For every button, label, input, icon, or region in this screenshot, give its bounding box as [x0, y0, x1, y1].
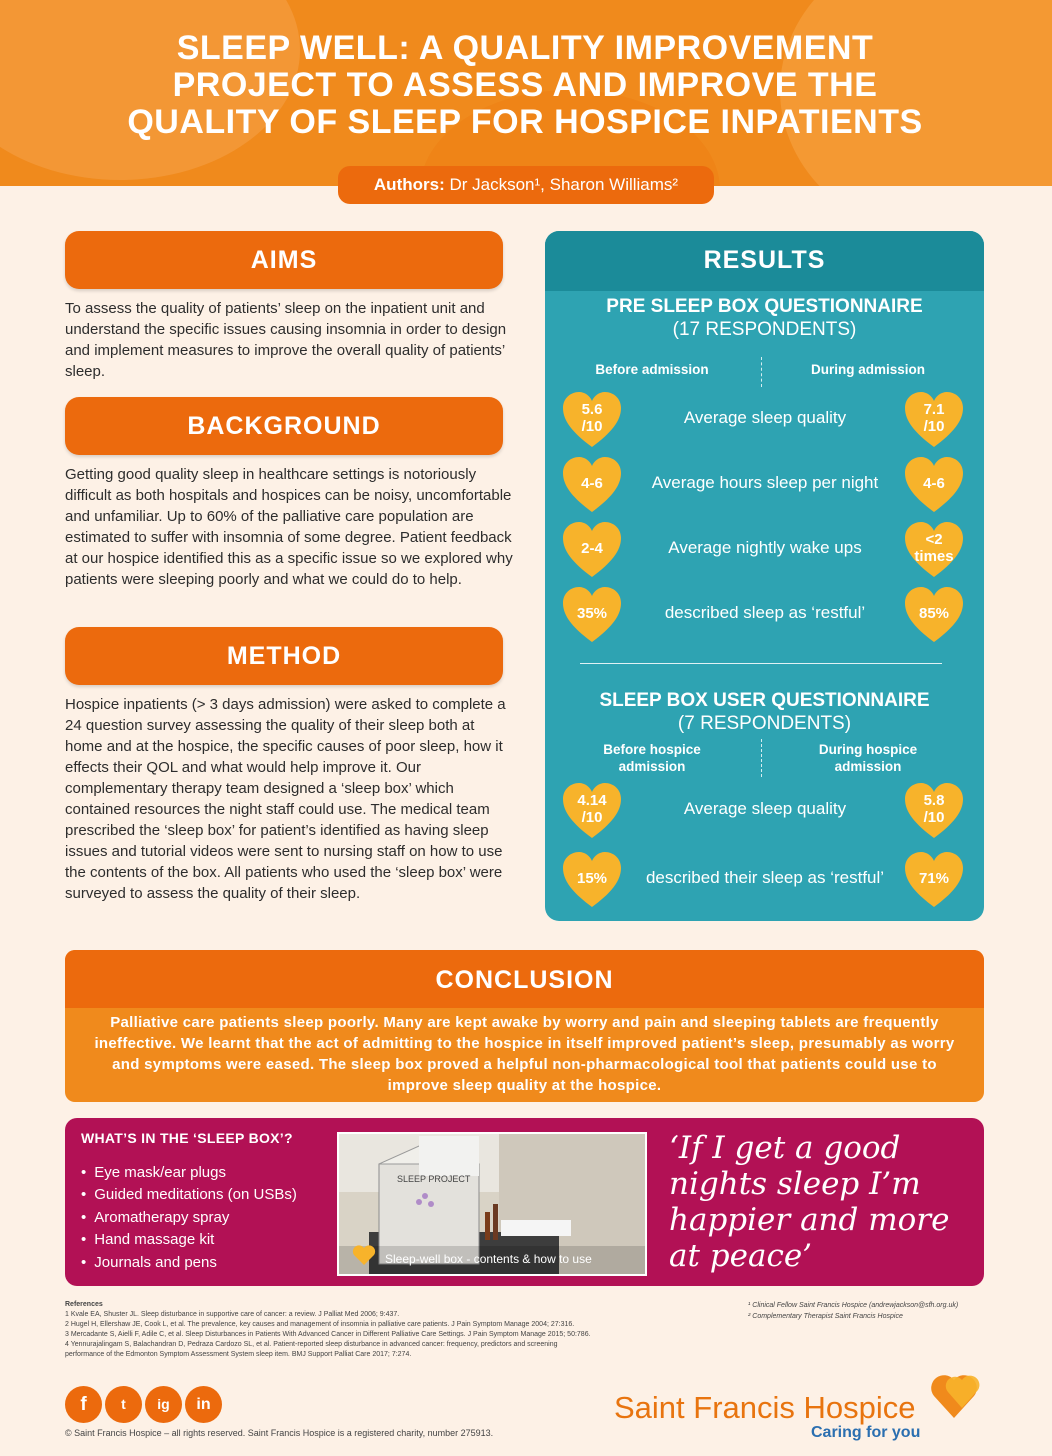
pre-row-label: Average sleep quality	[683, 408, 847, 427]
conclusion-panel	[65, 950, 984, 1102]
results-panel	[545, 231, 984, 921]
user-col-during: During hospice admission	[818, 742, 918, 774]
twitter-icon[interactable]: t	[105, 1386, 142, 1423]
facebook-icon[interactable]: f	[65, 1386, 102, 1423]
list-item: • Hand massage kit	[81, 1229, 297, 1251]
list-item: • Guided meditations (on USBs)	[81, 1184, 297, 1206]
org-tagline: Caring for you	[811, 1424, 921, 1441]
heart-value: 5.8 /10	[923, 792, 945, 826]
reference-item: 1 Kvale EA, Shuster JL. Sleep disturbance in supportive care of cancer: a review. J Palliat Med 2006; 9:437.	[65, 1311, 400, 1318]
user-questionnaire-title: SLEEP BOX USER QUESTIONNAIRE (7 RESPONDENTS)	[599, 690, 930, 734]
heart-value: 7.1 /10	[923, 401, 945, 435]
heart-logo-icon	[351, 1244, 377, 1266]
heart-value: 4-6	[581, 474, 603, 492]
references: References 1 Kvale EA, Shuster JL. Sleep disturbance in supportive care of cancer: a review. J Palliat Med 2006; 9:437. 2 Hugel H, Ellershaw JE, Cook L, et al. The prevalence, key causes and management of insomnia in palliative care patients. J Pain Symptom Manage 2004; 27:316. 3 Mercadante S, Aielli F, Adile C, et al. Sleep Disturbances in Patients With Advanced Cancer in Different Palliative Care Settings. J Pain Symptom Manage 2015; 50:786. 4 Yennurajalingam S, Balachandran D, Pedraza Cardozo SL, et al. Patient-reported sleep disturbance in advanced cancer: frequency, predictors and screening performance of the Edmonton Symptom Assessment System sleep item. BMJ Support Palliat Care 2017; 7:274.	[65, 1300, 665, 1360]
pre-before-heart	[561, 391, 623, 453]
pre-col-during: During admission	[810, 362, 925, 377]
reference-item: 4 Yennurajalingam S, Balachandran D, Pedraza Cardozo SL, et al. Patient-reported sleep disturbance in advanced cancer: frequency, predictors and screening	[65, 1341, 558, 1348]
heart-value: 2-4	[581, 539, 603, 557]
reference-item: performance of the Edmonton Symptom Assessment System sleep item. BMJ Support Palliat Care 2017; 7:274.	[65, 1351, 412, 1358]
conclusion-text: Palliative care patients sleep poorly. Many are kept awake by worry and pain and sleeping tablets are frequently ineffective. We learnt that the act of admitting to the hospice in itself improved patient’s sleep, presumably as worry and symptoms were eased. The sleep box proved a helpful non-pharmacological tool that patients could use to improve sleep quality at the hospice.	[94, 1014, 955, 1094]
aims-text: To assess the quality of patients’ sleep on the inpatient unit and understand the specific issues causing insomnia in order to design and implement measures to improve the overall quality of patients’ sleep.	[65, 300, 507, 380]
sleep-box-list	[81, 1162, 297, 1274]
patient-quote: ‘If I get a good nights sleep I’m happier and more at peace’	[669, 1130, 950, 1274]
user-row-label: described their sleep as ‘restful’	[645, 868, 885, 887]
list-item: • Journals and pens	[81, 1252, 297, 1274]
video-caption: Sleep-well box - contents & how to use	[385, 1252, 592, 1266]
sleep-box-panel	[65, 1118, 984, 1286]
background-text: Getting good quality sleep in healthcare settings is notoriously difficult as both hospitals and hospices can be noisy, uncomfortable and unfamiliar. Up to 60% of the palliative care population are estimated to suffer with insomnia of some degree. Patient feedback at our hospice identified this as a specific issue so we explored why patients were sleeping poorly and what we could do to help.	[65, 466, 513, 588]
pre-row-label: described sleep as ‘restful’	[664, 603, 866, 622]
authors-badge: Authors: Dr Jackson¹, Sharon Williams²	[338, 166, 714, 204]
pre-during-heart	[903, 521, 965, 583]
instagram-icon[interactable]: ig	[145, 1386, 182, 1423]
heart-value: 35%	[576, 604, 608, 622]
affiliations: ¹ Clinical Fellow Saint Francis Hospice (andrewjackson@sfh.org.uk) ² Complementary Therapist Saint Francis Hospice	[748, 1302, 959, 1320]
pre-during-heart	[903, 456, 965, 518]
pre-row-label: Average hours sleep per night	[651, 473, 879, 492]
poster-title: SLEEP WELL: A QUALITY IMPROVEMENT PROJECT TO ASSESS AND IMPROVE THE QUALITY OF SLEEP FOR HOSPICE INPATIENTS	[127, 29, 923, 141]
background-heading: BACKGROUND	[65, 397, 503, 455]
heart-value: 5.6 /10	[581, 401, 603, 435]
aims-heading: AIMS	[65, 231, 503, 289]
user-before-heart	[561, 782, 623, 844]
pre-during-heart	[903, 391, 965, 453]
org-name: Saint Francis Hospice	[614, 1390, 916, 1425]
heart-value: 4-6	[923, 474, 945, 492]
pre-during-heart	[903, 586, 965, 648]
heart-value: 85%	[918, 604, 950, 622]
linkedin-icon[interactable]: in	[185, 1386, 222, 1423]
sleep-box-heading: WHAT’S IN THE ‘SLEEP BOX’?	[81, 1130, 293, 1146]
user-during-heart	[903, 851, 965, 913]
heart-value: 4.14 /10	[577, 792, 607, 826]
method-text: Hospice inpatients (> 3 days admission) were asked to complete a 24 question survey assessing the quality of their sleep both at home and at the hospice, the specific causes of poor sleep, how it effects their QOL and what would help improve it. Our complementary therapy team designed a ‘sleep box’ which contained resources the night staff could use. The medical team prescribed the ‘sleep box’ for patient’s identified as having sleep issues and tutorial videos were sent to nursing staff on how to use the contents of the box. All patients who used the ‘sleep box’ were surveyed to assess the quality of their sleep.	[65, 696, 506, 902]
pre-col-before: Before admission	[595, 362, 709, 377]
results-heading: RESULTS	[545, 231, 984, 291]
conclusion-heading: CONCLUSION	[65, 950, 984, 1008]
list-item: • Eye mask/ear plugs	[81, 1162, 297, 1184]
pre-row-label: Average nightly wake ups	[668, 538, 862, 557]
method-heading: METHOD	[65, 627, 503, 685]
pre-questionnaire-title: PRE SLEEP BOX QUESTIONNAIRE (17 RESPONDENTS)	[606, 296, 923, 340]
pre-before-heart	[561, 586, 623, 648]
reference-item: 3 Mercadante S, Aielli F, Adile C, et al. Sleep Disturbances in Patients With Advanced Cancer in Different Palliative Care Settings. J Pain Symptom Manage 2015; 50:786.	[65, 1331, 591, 1338]
pre-before-heart	[561, 521, 623, 583]
copyright: © Saint Francis Hospice – all rights reserved. Saint Francis Hospice is a registered charity, number 275913.	[65, 1428, 494, 1438]
heart-value: <2 times	[914, 531, 954, 565]
list-item: • Aromatherapy spray	[81, 1207, 297, 1229]
heart-value: 15%	[576, 869, 608, 887]
user-during-heart	[903, 782, 965, 844]
heart-value: 71%	[918, 869, 950, 887]
pre-before-heart	[561, 456, 623, 518]
photo-box-label: SLEEP PROJECT	[397, 1174, 471, 1184]
user-row-label: Average sleep quality	[683, 799, 847, 818]
reference-item: 2 Hugel H, Ellershaw JE, Cook L, et al. The prevalence, key causes and management of insomnia in palliative care patients. J Pain Symptom Manage 2004; 27:316.	[65, 1321, 575, 1328]
user-before-heart	[561, 851, 623, 913]
sleep-box-video[interactable]	[337, 1132, 647, 1276]
user-col-before: Before hospice admission	[603, 742, 701, 774]
hospice-heart-logo-icon	[930, 1368, 986, 1420]
